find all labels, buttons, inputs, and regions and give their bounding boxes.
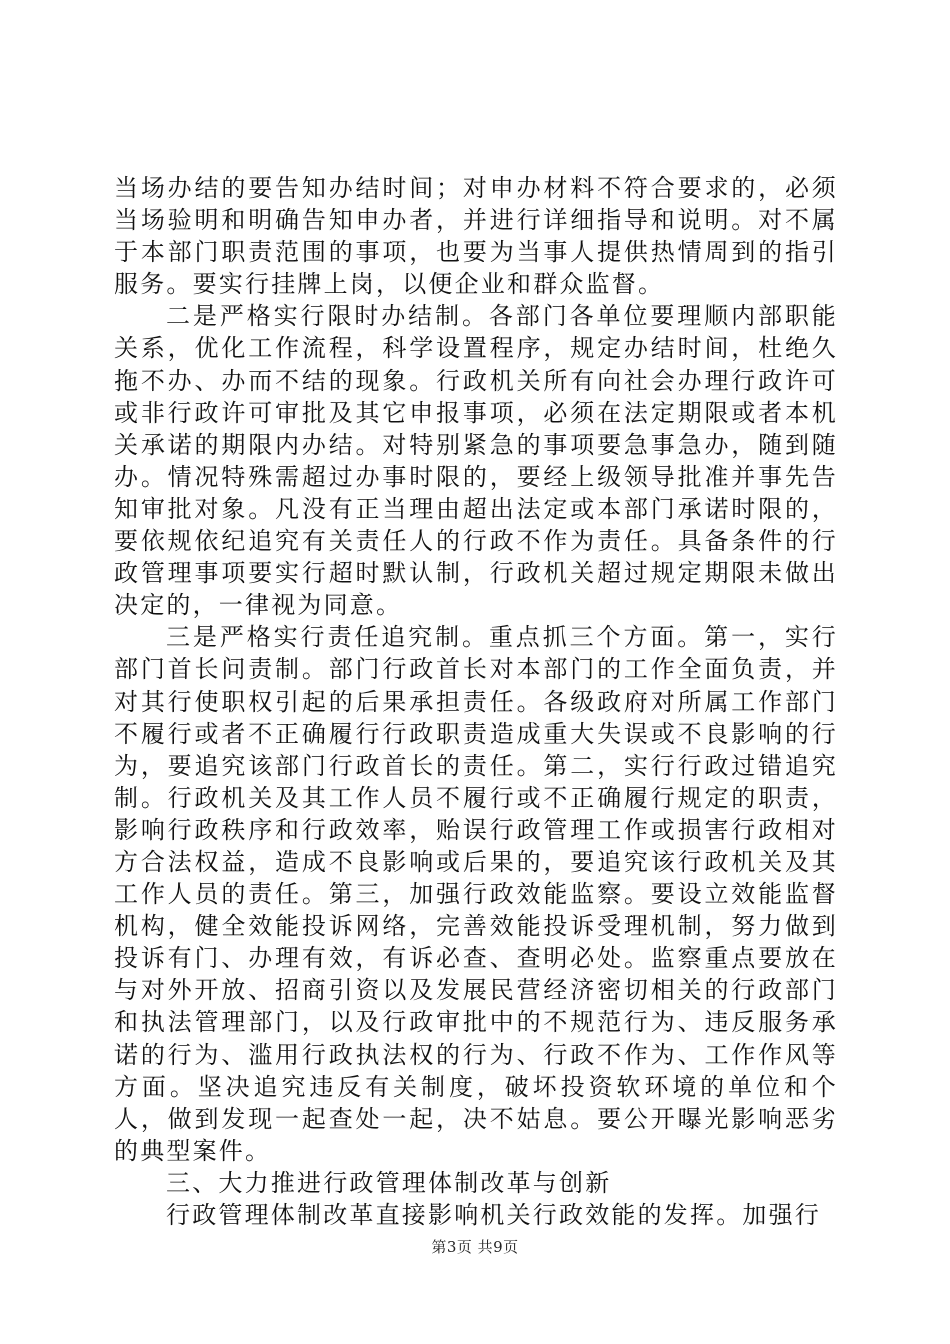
page-number-footer: 第3页 共9页: [431, 1238, 519, 1256]
paragraph-continuation: 当场办结的要告知办结时间；对申办材料不符合要求的，必须当场验明和明确告知申办者，并进行详细指导和说明。对不属于本部门职责范围的事项，也要为当事人提供热情周到的指引服务。要实行挂牌上岗，以便企业和群众监督。: [114, 174, 838, 299]
section-heading: 三、大力推进行政管理体制改革与创新: [166, 1168, 612, 1197]
paragraph-accountability: 三是严格实行责任追究制。重点抓三个方面。第一，实行部门首长问责制。部门行政首长对本部门的工作全面负责，并对其行使职权引起的后果承担责任。各级政府对所属工作部门不履行或者不正确履行行政职责造成重大失误或不良影响的行为，要追究该部门行政首长的责任。第二，实行行政过错追究制。行政机关及其工作人员不履行或不正确履行规定的职责，影响行政秩序和行政效率，贻误行政管理工作或损害行政相对方合法权益，造成不良影响或后果的，要追究该行政机关及其工作人员的责任。第三，加强行政效能监察。要设立效能监督机构，健全效能投诉网络，完善效能投诉受理机制，努力做到投诉有门、办理有效，有诉必查、查明必处。监察重点要放在与对外开放、招商引资以及发展民营经济密切相关的行政部门和执法管理部门，以及行政审批中的不规范行为、违反服务承诺的行为、滥用行政执法权的行为、行政不作为、工作作风等方面。坚决追究违反有关制度，破坏投资软环境的单位和个人，做到发现一起查处一起，决不姑息。要公开曝光影响恶劣的典型案件。: [114, 623, 838, 1165]
document-body: [114, 172, 838, 1231]
paragraph-reform: 行政管理体制改革直接影响机关行政效能的发挥。加强行: [166, 1201, 821, 1229]
paragraph-time-limit: 二是严格实行限时办结制。各部门各单位要理顺内部职能关系，优化工作流程，科学设置程序，规定办结时间，杜绝久拖不办、办而不结的现象。行政机关所有向社会办理行政许可或非行政许可审批及其它申报事项，必须在法定期限或者本机关承诺的期限内办结。对特别紧急的事项要急事急办，随到随办。情况特殊需超过办事时限的，要经上级领导批准并事先告知审批对象。凡没有正当理由超出法定或本部门承诺时限的，要依规依纪追究有关责任人的行政不作为责任。具备条件的行政管理事项要实行超时默认制，行政机关超过规定期限未做出决定的，一律视为同意。: [114, 302, 838, 620]
